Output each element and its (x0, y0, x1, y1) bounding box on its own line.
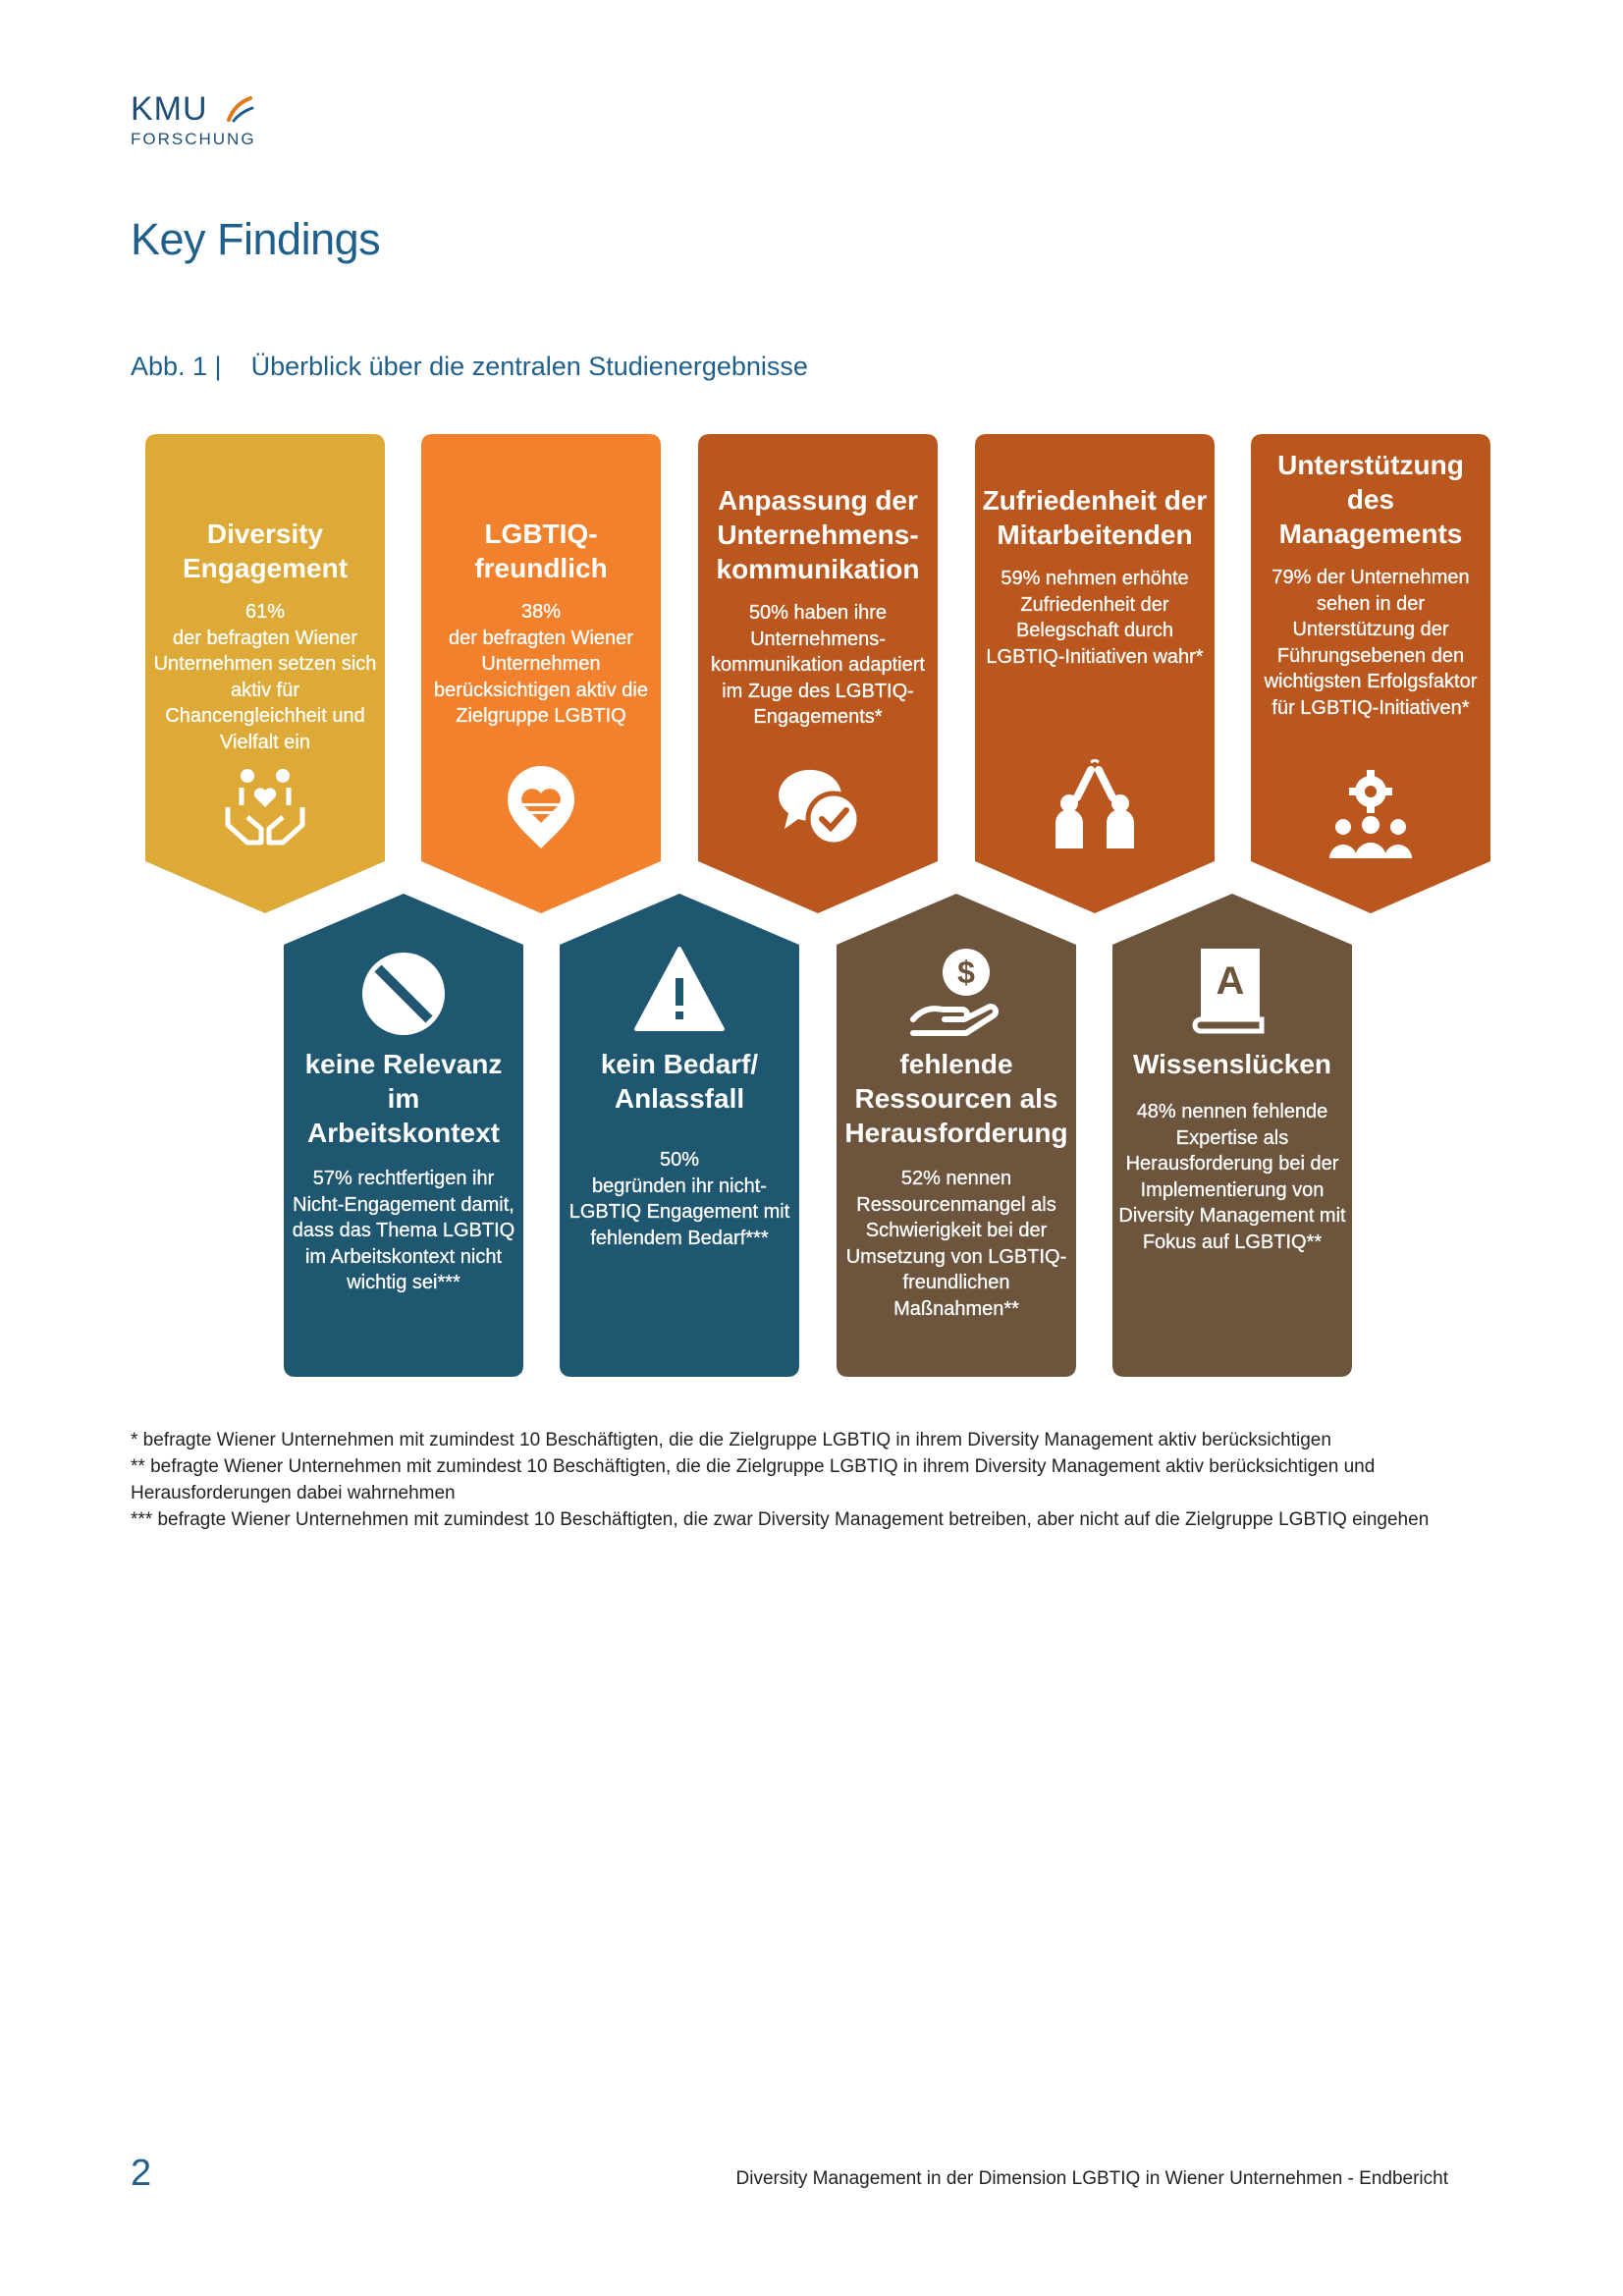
tile-title: Unterstützung des Managements (1277, 450, 1464, 549)
logo-kmu-text: KMU (131, 90, 208, 128)
svg-text:$: $ (957, 955, 975, 990)
book-icon (1185, 943, 1279, 1037)
tile-body: 50% begründen ihr nicht-LGBTIQ Engagement mit fehlendem Bedarf*** (568, 1149, 790, 1249)
tile-zufriedenheit (975, 434, 1215, 913)
tile-body: 50% haben ihre Unternehmens-kommunikation adaptiert im Zuge des LGBTIQ-Engagements* (711, 602, 925, 728)
tile-title: Anpassung der Unternehmens-kommunikation (716, 485, 920, 584)
tile-title: LGBTIQ- freundlich (474, 519, 608, 583)
chat-check-icon (771, 758, 865, 852)
tile-body: 38% der befragten Wiener Unternehmen berücksichtigen aktiv die Zielgruppe LGBTIQ (434, 601, 648, 727)
tile-body: 52% nennen Ressourcenmangel als Schwierigkeit bei der Umsetzung von LGBTIQ-freundlichen Maßnahmen** (845, 1168, 1067, 1320)
high-five-icon (1048, 758, 1142, 852)
logo-leaf-icon (225, 94, 254, 124)
tile-body: 61% der befragten Wiener Unternehmen setzen sich aktiv für Chancengleichheit und Vielfalt ein (153, 601, 377, 753)
tile-title: fehlende Ressourcen als Herausforderung (844, 1049, 1068, 1148)
footnote-2: ** befragte Wiener Unternehmen mit zumindest 10 Beschäftigten, die die Zielgruppe LGBTIQ in ihrem Diversity Management aktiv berücksichtigen und Herausforderungen dabei wahrnehmen (131, 1456, 1376, 1503)
figure-caption (131, 352, 808, 382)
tile-fehlende-ressourcen (837, 894, 1076, 1377)
tile-keine-relevanz (284, 894, 523, 1377)
heart-pin-icon (494, 758, 588, 852)
tile-title: kein Bedarf/ Anlassfall (600, 1049, 759, 1114)
hands-people-icon (218, 758, 312, 852)
figure-label: Abb. 1 | (131, 352, 222, 381)
warning-icon (632, 945, 727, 1039)
tile-management (1251, 434, 1490, 913)
page-number: 2 (131, 2153, 152, 2194)
tile-title: keine Relevanz im Arbeitskontext (304, 1049, 503, 1148)
tile-unternehmenskommunikation (698, 434, 938, 913)
tile-body: 79% der Unternehmen sehen in der Unterstützung der Führungsebenen den wichtigsten Erfolgsfaktor für LGBTIQ-Initiativen* (1264, 567, 1478, 719)
tile-body: 59% nehmen erhöhte Zufriedenheit der Belegschaft durch LGBTIQ-Initiativen wahr* (986, 568, 1204, 668)
tile-title: Zufriedenheit der Mitarbeitenden (982, 485, 1208, 550)
logo-forschung-text: FORSCHUNG (131, 130, 256, 148)
footnotes (131, 1427, 1466, 1533)
tile-lgbtiq-freundlich (421, 434, 661, 913)
footnote-1: * befragte Wiener Unternehmen mit zumindest 10 Beschäftigten, die die Zielgruppe LGBTIQ in ihrem Diversity Management aktiv berücksichtigen (131, 1430, 1331, 1450)
tile-kein-bedarf (560, 894, 799, 1377)
figure-title: Überblick über die zentralen Studienergebnisse (250, 352, 808, 381)
tile-wissensluecken (1112, 894, 1352, 1377)
prohibited-icon (356, 947, 451, 1041)
tile-title: Wissenslücken (1132, 1049, 1332, 1079)
tile-diversity-engagement (145, 434, 385, 913)
footer-title: Diversity Management in der Dimension LGBTIQ in Wiener Unternehmen - Endbericht (735, 2168, 1448, 2189)
tile-body: 48% nennen fehlende Expertise als Herausforderung bei der Implementierung von Diversity Management mit Fokus auf LGBTIQ** (1118, 1101, 1346, 1253)
footnote-3: *** befragte Wiener Unternehmen mit zumindest 10 Beschäftigten, die zwar Diversity Management betreiben, aber nicht auf die Zielgruppe LGBTIQ eingehen (131, 1509, 1430, 1530)
hand-dollar-icon (909, 943, 1003, 1037)
svg-text:A: A (1216, 959, 1245, 1003)
page-title: Key Findings (131, 214, 381, 264)
team-gear-icon (1324, 770, 1418, 864)
tile-title: Diversity Engagement (182, 519, 349, 583)
kmu-logo (131, 92, 268, 161)
tile-body: 57% rechtfertigen ihr Nicht-Engagement damit, dass das Thema LGBTIQ im Arbeitskontext nicht wichtig sei*** (292, 1168, 515, 1293)
